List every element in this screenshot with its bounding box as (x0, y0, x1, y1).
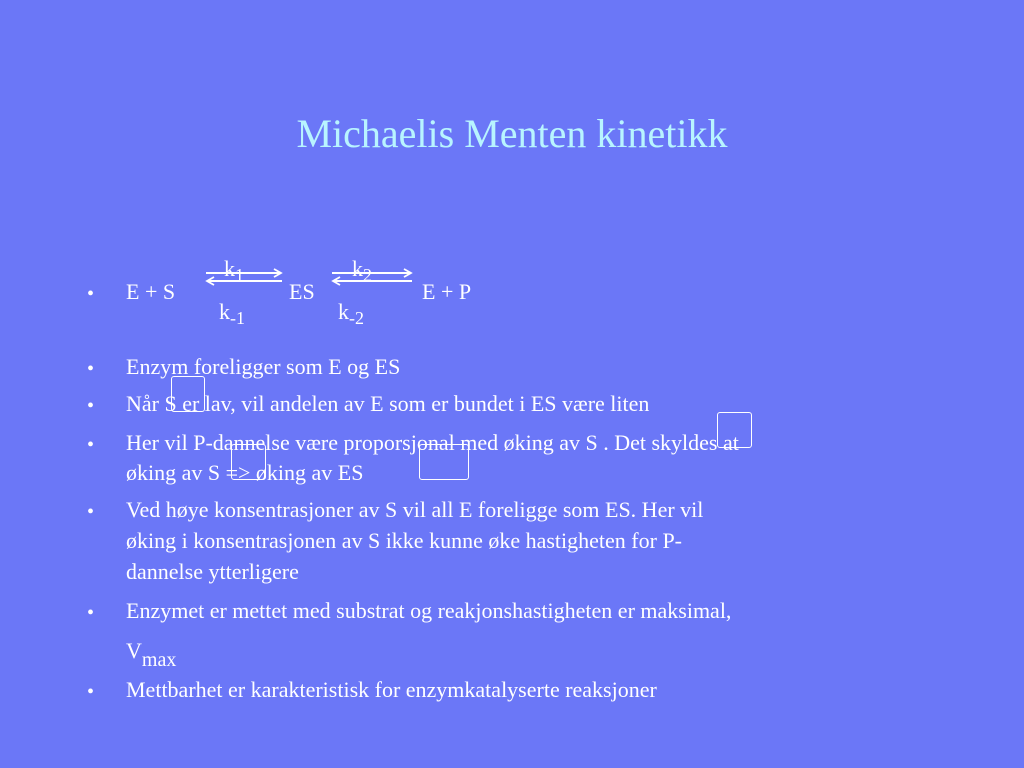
bullet-text: dannelse ytterligere (126, 559, 299, 584)
bullet-marker: • (87, 501, 95, 523)
rate-constant-k1: $k_1$ (224, 256, 244, 285)
equilibrium-arrows-icon (330, 265, 414, 289)
bullet-text: Når S er lav, vil andelen av E som er bundet i ES være liten (126, 391, 650, 416)
equilibrium-arrows-icon (204, 265, 284, 289)
bullet-text: Ved høye konsentrasjoner av S vil all E foreligge som ES. Her vil (126, 497, 704, 522)
concentration-bracket (231, 444, 266, 480)
concentration-bracket (171, 376, 205, 412)
bullet-text: øking av S => øking av ES (126, 460, 364, 485)
bullet-marker: • (87, 602, 95, 624)
bullet-text: Enzymet er mettet med substrat og reakjonshastigheten er maksimal, (126, 598, 732, 623)
bullet-marker: • (87, 358, 95, 380)
bullet-text: øking i konsentrasjonen av S ikke kunne øke hastigheten for P- (126, 528, 683, 553)
bullet-marker: • (87, 395, 95, 417)
equation-products: E + P (422, 279, 472, 304)
bullet-text: Her vil P-dannelse være proporsjonal med øking av S . Det skyldes at (126, 430, 739, 455)
bullet-text: Mettbarhet er karakteristisk for enzymkatalyserte reaksjoner (126, 677, 657, 702)
equation-complex: ES (289, 279, 315, 304)
rate-constant-k-minus1: $k_{-1}$ (219, 299, 245, 328)
rate-constant-k2: $k_2$ (352, 256, 372, 285)
bullet-marker: • (87, 681, 95, 703)
concentration-bracket (717, 412, 752, 448)
rate-constant-k-minus2: $k_{-2}$ (338, 299, 364, 328)
bullet-text: Enzym foreligger som E og ES (126, 354, 401, 379)
bullet-marker: • (87, 434, 95, 456)
slide-title: Michaelis Menten kinetikk (296, 111, 728, 156)
bullet-marker: • (87, 283, 95, 305)
concentration-bracket (419, 444, 469, 480)
equation-reactants: E + S (126, 279, 176, 304)
vmax-symbol: Vmax (126, 638, 177, 671)
